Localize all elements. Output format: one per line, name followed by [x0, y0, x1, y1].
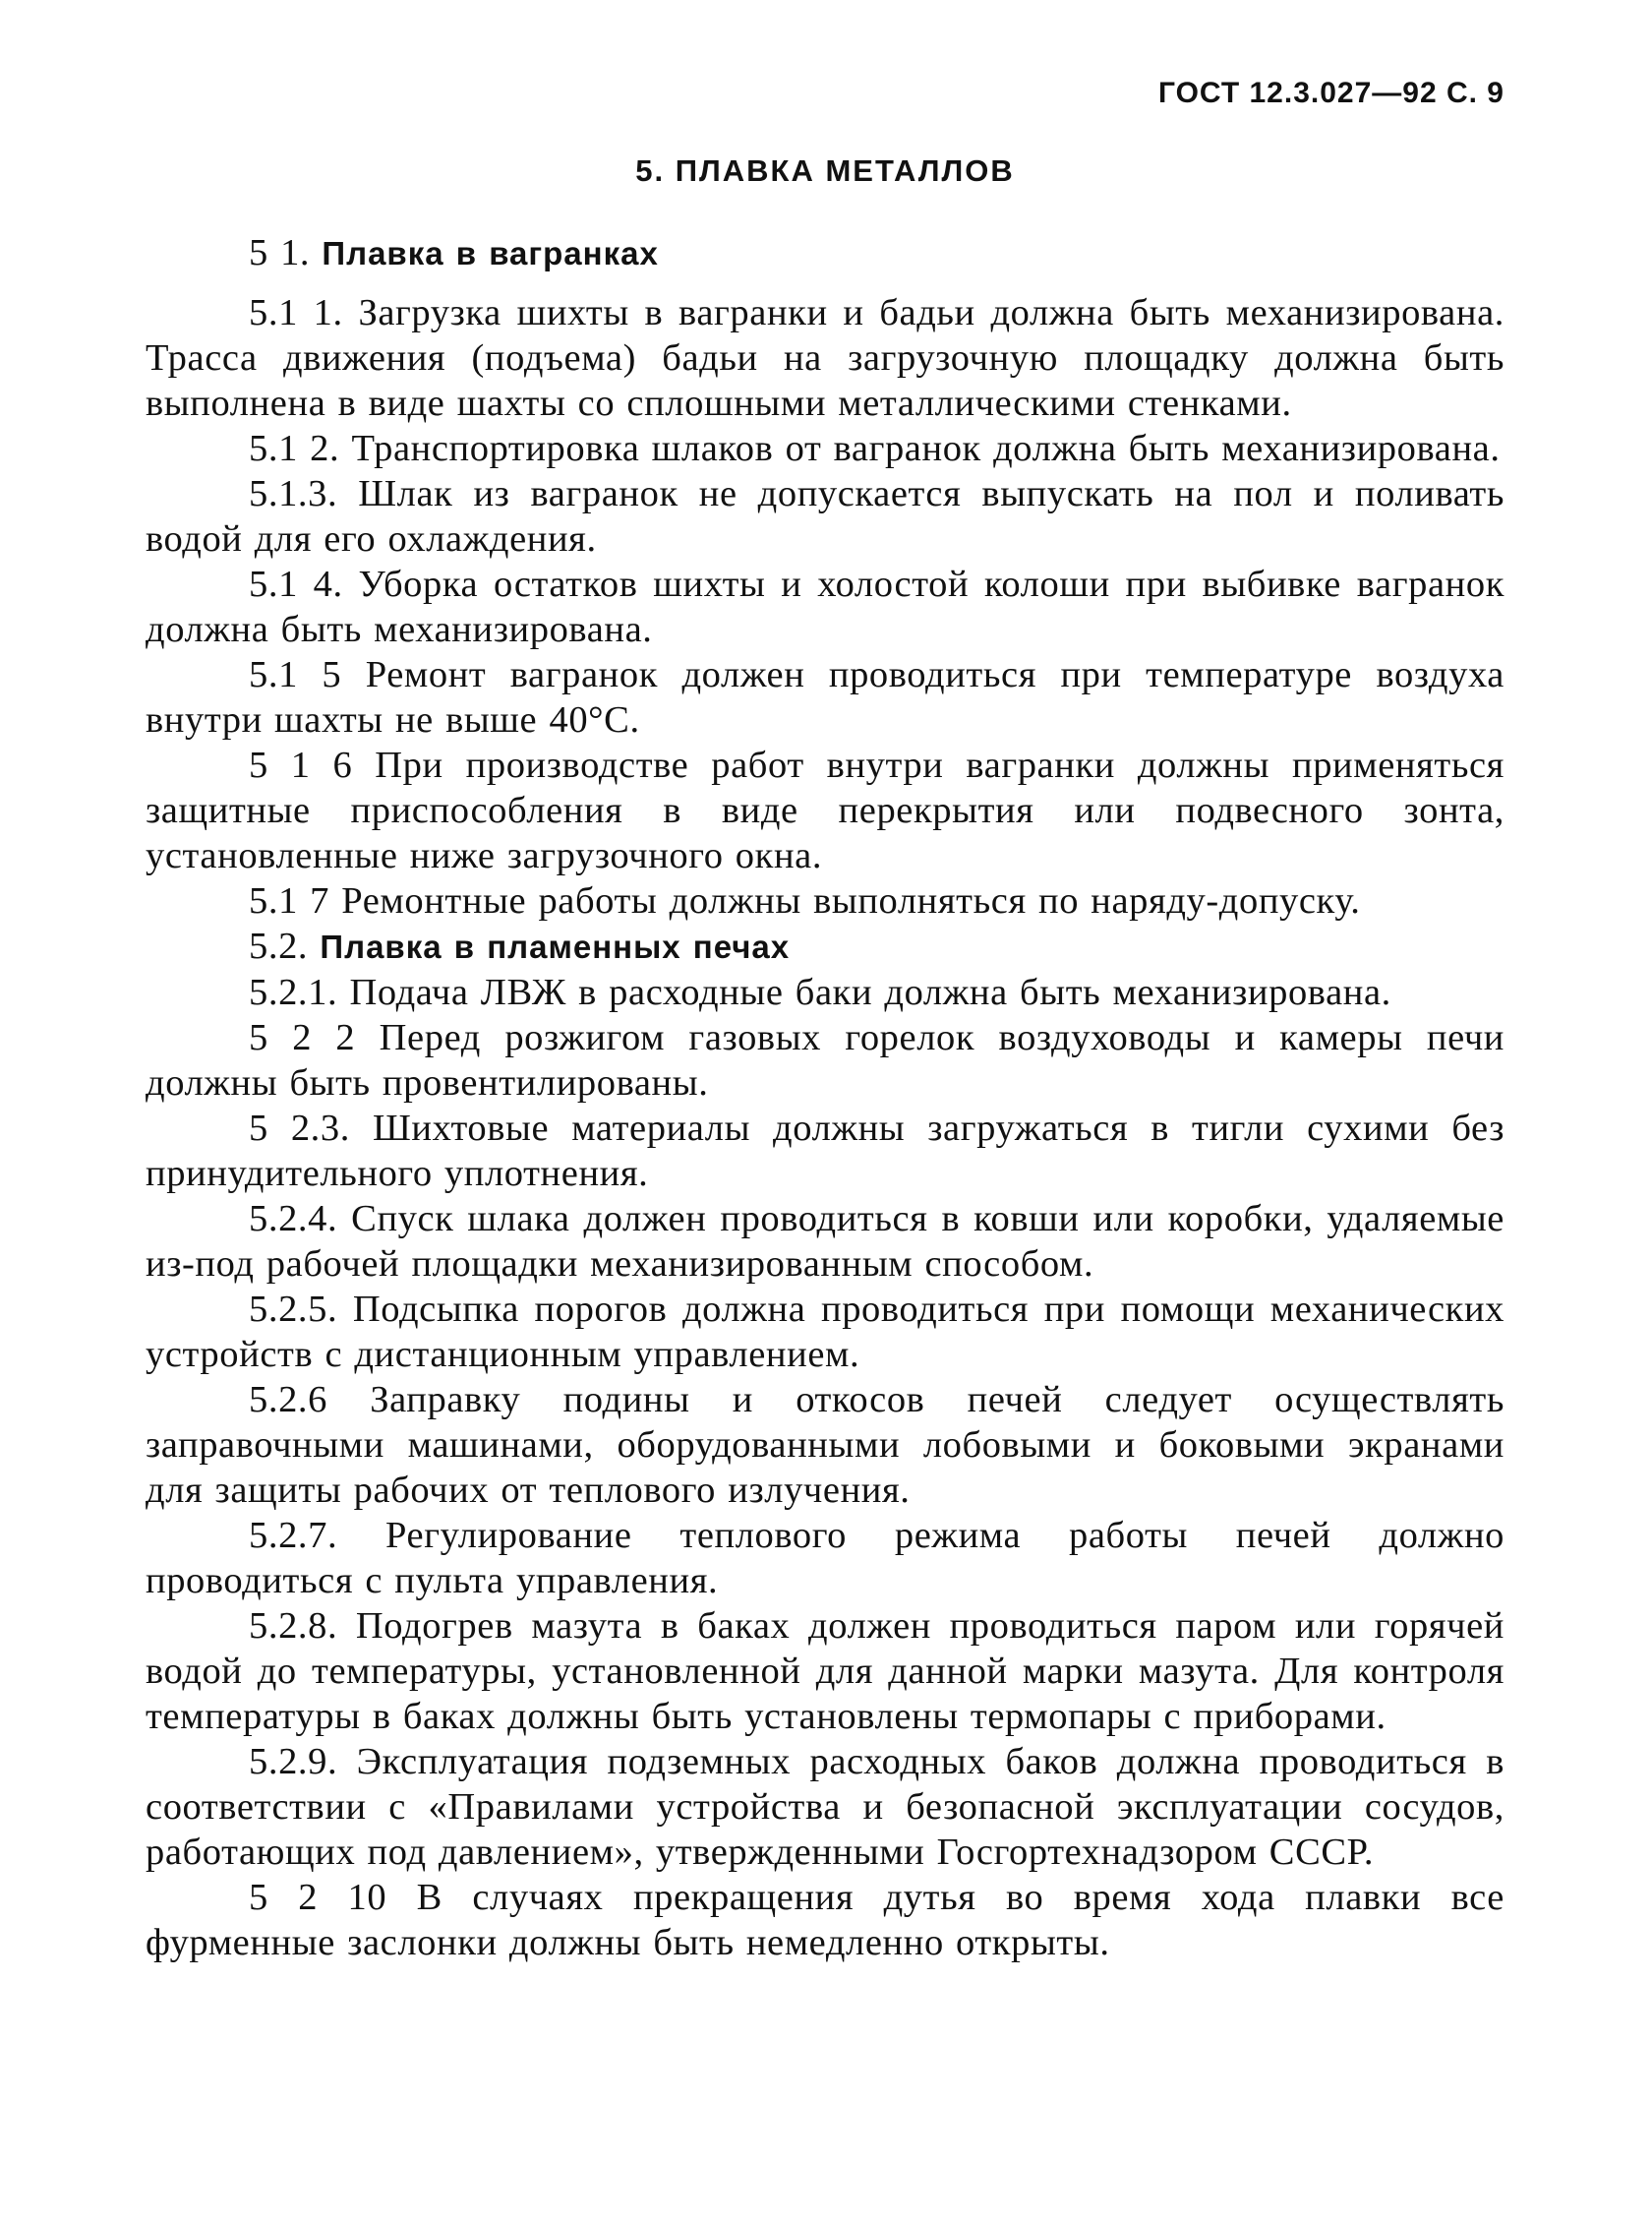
paragraph-5-2-4: 5.2.4. Спуск шлака должен проводиться в ковши или коробки, удаляемые из-под рабочей площадки механизированным способом.: [146, 1198, 1504, 1285]
subsection-title: Плавка в пламенных печах: [320, 929, 791, 965]
paragraph-5-2-5: 5.2.5. Подсыпка порогов должна проводиться при помощи механических устройств с дистанционным управлением.: [146, 1289, 1504, 1375]
subsection-heading-5-2: [146, 924, 1504, 970]
paragraph-5-1-7: 5.1 7 Ремонтные работы должны выполняться по наряду-допуску.: [249, 880, 1361, 922]
paragraph-5-1-1: 5.1 1. Загрузка шихты в вагранки и бадьи должна быть механизирована. Трасса движения (подъема) бадьи на загрузочную площадку должна быть выполнена в виде шахты со сплошными металлическими стенками.: [146, 292, 1504, 424]
paragraph-5-1-3: 5.1.3. Шлак из вагранок не допускается выпускать на пол и поливать водой для его охлаждения.: [146, 473, 1504, 560]
section-title: [146, 151, 1504, 191]
section-title-text: 5. ПЛАВКА МЕТАЛЛОВ: [635, 153, 1015, 188]
running-header: [146, 59, 1504, 128]
paragraph-5-1-4: 5.1 4. Уборка остатков шихты и холостой колоши при выбивке вагранок должна быть механизирована.: [146, 564, 1504, 650]
running-title: ГОСТ 12.3.027—92 С. 9: [1157, 77, 1504, 109]
paragraph-5-2-8: 5.2.8. Подогрев мазута в баках должен проводиться паром или горячей водой до температуры, установленной для данной марки мазута. Для контроля температуры в баках должны быть установлены термопары с приборами.: [146, 1605, 1504, 1737]
subsection-number: 5 1.: [249, 232, 311, 273]
paragraph-5-2-9: 5.2.9. Эксплуатация подземных расходных баков должна проводиться в соответствии с «Правилами устройства и безопасной эксплуатации сосудов, работающих под давлением», утвержденными Госгортехнадзором СССР.: [146, 1741, 1504, 1873]
subsection-heading-5-1: [146, 230, 1504, 276]
paragraph-5-2-2: 5 2 2 Перед розжигом газовых горелок воздуховоды и камеры печи должны быть провентилированы.: [146, 1017, 1504, 1104]
paragraph-5-2-7: 5.2.7. Регулирование теплового режима работы печей должно проводиться с пульта управления.: [146, 1515, 1504, 1601]
paragraph-5-2-6: 5.2.6 Заправку подины и откосов печей следует осуществлять заправочными машинами, оборудованными лобовыми и боковыми экранами для защиты рабочих от теплового излучения.: [146, 1379, 1504, 1511]
subsection-title: Плавка в вагранках: [322, 235, 659, 271]
paragraph-5-1-6: 5 1 6 При производстве работ внутри вагранки должны применяться защитные приспособления в виде перекрытия или подвесного зонта, установленные ниже загрузочного окна.: [146, 745, 1504, 876]
paragraph-5-1-2: 5.1 2. Транспортировка шлаков от вагранок должна быть механизирована.: [249, 428, 1501, 469]
document-body: [146, 230, 1504, 1965]
paragraph-5-1-5: 5.1 5 Ремонт вагранок должен проводиться при температуре воздуха внутри шахты не выше 40°С.: [146, 654, 1504, 741]
paragraph-5-2-3: 5 2.3. Шихтовые материалы должны загружаться в тигли сухими без принудительного уплотнения.: [146, 1108, 1504, 1194]
paragraph-5-2-1: 5.2.1. Подача ЛВЖ в расходные баки должна быть механизирована.: [249, 972, 1391, 1013]
subsection-number: 5.2.: [249, 926, 309, 967]
paragraph-5-2-10: 5 2 10 В случаях прекращения дутья во время хода плавки все фурменные заслонки должны быть немедленно открыты.: [146, 1877, 1504, 1963]
